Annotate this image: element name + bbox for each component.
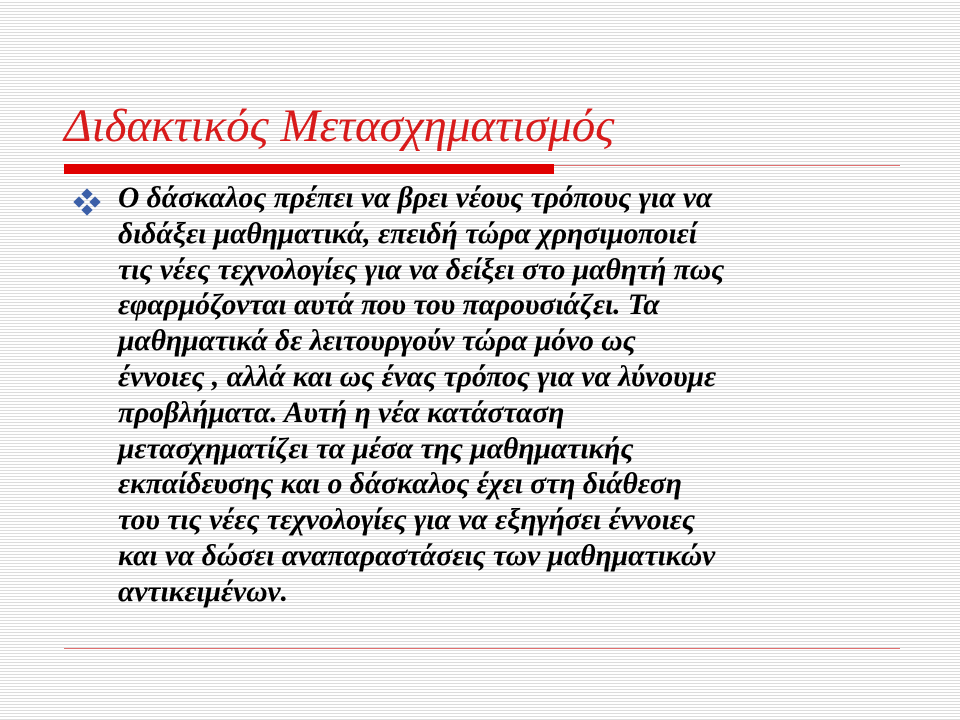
- text-line: εφαρμόζονται αυτά που του παρουσιάζει. Τα: [118, 289, 660, 322]
- text-line: έννοιες , αλλά και ως ένας τρόπος για να λύνουμε: [118, 360, 717, 393]
- text-line: διδάξει μαθηματικά, επειδή τώρα χρησιμοποιεί: [118, 217, 697, 250]
- footer-divider-line: [64, 648, 900, 649]
- text-line: και να δώσει αναπαραστάσεις των μαθηματικών: [118, 539, 716, 572]
- text-line: προβλήματα. Αυτή η νέα κατάσταση: [118, 396, 565, 429]
- text-line: εκπαίδευσης και ο δάσκαλος έχει στη διάθεση: [118, 468, 682, 501]
- text-line: αντικειμένων.: [118, 575, 289, 608]
- title-accent-bar: [64, 164, 554, 174]
- text-line: Ο δάσκαλος πρέπει να βρει νέους τρόπους για να: [118, 182, 713, 214]
- slide-title: Διδακτικός Μετασχηματισμός: [64, 100, 615, 152]
- text-line: του τις νέες τεχνολογίες για να εξηγήσει έννοιες: [118, 504, 696, 537]
- text-line: μετασχηματίζει τα μέσα της μαθηματικής: [118, 432, 634, 465]
- text-line: μαθηματικά δε λειτουργούν τώρα μόνο ως: [118, 325, 636, 358]
- bullet-paragraph: [118, 181, 898, 611]
- diamond-dots-icon: [72, 188, 102, 218]
- text-line: τις νέες τεχνολογίες για να δείξει στο μαθητή πως: [118, 253, 725, 286]
